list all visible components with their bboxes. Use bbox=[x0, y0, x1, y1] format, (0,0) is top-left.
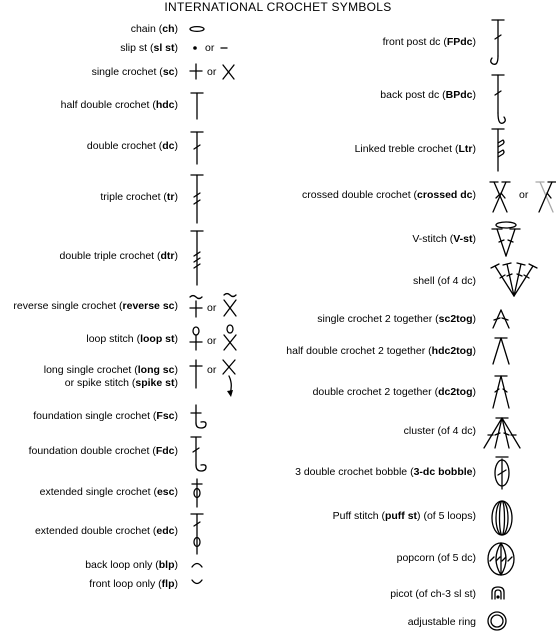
label-single-crochet: single crochet (sc) bbox=[91, 66, 178, 78]
label-loop-stitch: loop stitch (loop st) bbox=[86, 333, 178, 345]
v-stitch-icon bbox=[490, 220, 524, 258]
half-double-crochet-icon bbox=[190, 91, 204, 121]
foundation-sc-icon bbox=[190, 403, 210, 431]
slip-st-dot-icon bbox=[192, 44, 200, 52]
front-post-dc-icon bbox=[488, 18, 508, 72]
or-text: or bbox=[207, 66, 217, 78]
label-edc: extended double crochet (edc) bbox=[34, 525, 178, 537]
front-loop-only-icon bbox=[190, 578, 204, 588]
label-reverse-sc: reverse single crochet (reverse sc) bbox=[13, 300, 178, 312]
label-long-sc: long single crochet (long sc) bbox=[43, 364, 178, 376]
shell-icon bbox=[489, 262, 541, 298]
triple-crochet-icon bbox=[190, 173, 204, 225]
hdc2tog-icon bbox=[491, 336, 511, 366]
or-text: or bbox=[207, 302, 217, 314]
linked-treble-icon bbox=[488, 127, 508, 173]
label-spike-stitch: or spike stitch (spike st) bbox=[64, 377, 178, 389]
label-fpdc: front post dc (FPdc) bbox=[382, 36, 476, 48]
reverse-sc-x-icon bbox=[222, 291, 238, 319]
single-crochet-x-icon bbox=[222, 63, 236, 81]
foundation-dc-icon bbox=[190, 435, 212, 475]
bobble-icon bbox=[492, 455, 512, 491]
label-double-crochet: double crochet (dc) bbox=[86, 140, 178, 152]
label-triple-crochet: triple crochet (tr) bbox=[100, 191, 178, 203]
label-adjustable-ring: adjustable ring bbox=[407, 616, 476, 628]
label-v-stitch: V-stitch (V-st) bbox=[412, 233, 476, 245]
label-ltr: Linked treble crochet (Ltr) bbox=[354, 143, 476, 155]
label-double-triple-crochet: double triple crochet (dtr) bbox=[59, 250, 178, 262]
or-text: or bbox=[519, 189, 529, 201]
label-bpdc: back post dc (BPdc) bbox=[380, 89, 476, 101]
reverse-sc-plus-icon bbox=[189, 293, 203, 319]
back-loop-only-icon bbox=[190, 559, 204, 569]
label-picot: picot (of ch-3 sl st) bbox=[390, 588, 476, 600]
extended-dc-icon bbox=[190, 512, 204, 556]
popcorn-icon bbox=[486, 540, 516, 578]
adjustable-ring-icon bbox=[486, 610, 510, 632]
label-crossed-dc: crossed double crochet (crossed dc) bbox=[302, 189, 476, 201]
label-hdc2tog: half double crochet 2 together (hdc2tog) bbox=[286, 345, 476, 357]
back-post-dc-icon bbox=[488, 73, 508, 129]
or-text: or bbox=[207, 364, 217, 376]
label-puff-stitch: Puff stitch (puff st) (of 5 loops) bbox=[332, 510, 476, 522]
loop-stitch-x-icon bbox=[222, 324, 238, 352]
or-text: or bbox=[205, 42, 215, 54]
label-bobble: 3 double crochet bobble (3-dc bobble) bbox=[295, 466, 476, 478]
label-chain: chain (ch) bbox=[130, 23, 178, 35]
puff-stitch-icon bbox=[490, 498, 514, 538]
chain-icon bbox=[188, 23, 208, 35]
crossed-dc-alt-icon bbox=[535, 180, 556, 214]
label-flp: front loop only (flp) bbox=[89, 578, 178, 590]
label-dc2tog: double crochet 2 together (dc2tog) bbox=[312, 386, 476, 398]
label-slip-st: slip st (sl st) bbox=[120, 42, 178, 54]
label-sc2tog: single crochet 2 together (sc2tog) bbox=[317, 313, 476, 325]
crossed-dc-icon bbox=[489, 180, 513, 214]
double-triple-crochet-icon bbox=[190, 229, 204, 287]
spike-stitch-x-icon bbox=[221, 358, 239, 400]
single-crochet-plus-icon bbox=[189, 63, 203, 81]
dc2tog-icon bbox=[491, 374, 511, 410]
double-crochet-icon bbox=[190, 130, 204, 166]
extended-sc-icon bbox=[190, 477, 204, 509]
cluster-icon bbox=[482, 416, 522, 450]
slip-st-dash-icon bbox=[220, 44, 230, 52]
loop-stitch-plus-icon bbox=[189, 326, 203, 352]
label-fdc: foundation double crochet (Fdc) bbox=[28, 445, 178, 457]
picot-icon bbox=[489, 585, 507, 601]
label-fsc: foundation single crochet (Fsc) bbox=[33, 410, 178, 422]
label-shell: shell (of 4 dc) bbox=[412, 275, 476, 287]
label-esc: extended single crochet (esc) bbox=[39, 486, 178, 498]
long-sc-plus-icon bbox=[189, 358, 203, 396]
label-blp: back loop only (blp) bbox=[85, 559, 178, 571]
or-text: or bbox=[207, 335, 217, 347]
label-cluster: cluster (of 4 dc) bbox=[403, 425, 476, 437]
sc2tog-icon bbox=[490, 308, 512, 330]
label-popcorn: popcorn (of 5 dc) bbox=[396, 552, 476, 564]
chart-title: INTERNATIONAL CROCHET SYMBOLS bbox=[164, 0, 392, 14]
label-half-double-crochet: half double crochet (hdc) bbox=[60, 99, 178, 111]
